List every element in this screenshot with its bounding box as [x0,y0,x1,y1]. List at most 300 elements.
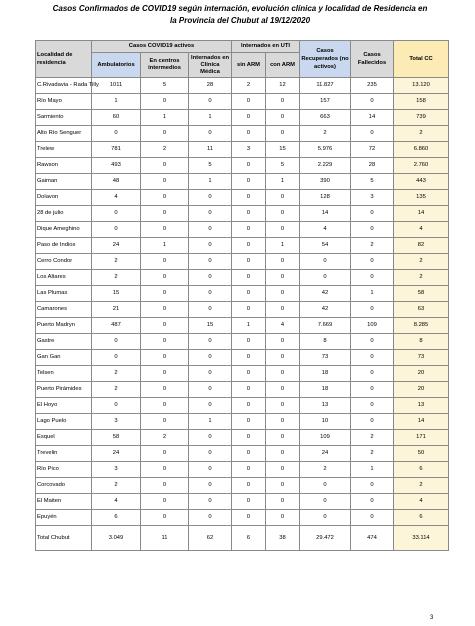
cell-cli: 0 [189,190,232,206]
cell-rec: 54 [300,238,351,254]
cell-amb: 15 [92,286,141,302]
cell-tot: 13.120 [394,78,449,94]
cell-cli: 0 [189,238,232,254]
cell-tot: 135 [394,190,449,206]
cell-cen: 0 [141,382,189,398]
cell-fal: 0 [351,382,394,398]
cell-con: 1 [266,238,300,254]
cell-fal: 0 [351,350,394,366]
cell-tot: 158 [394,94,449,110]
cell-tot: 2 [394,478,449,494]
cell-cen: 0 [141,318,189,334]
cell-rec: 0 [300,270,351,286]
cell-con: 0 [266,462,300,478]
cell-amb: 2 [92,366,141,382]
cell-fal: 109 [351,318,394,334]
table-row [36,350,449,366]
cell-sin: 0 [232,238,266,254]
cell-amb: 781 [92,142,141,158]
cell-con: 0 [266,254,300,270]
cell-localidad: Trelew [36,142,92,158]
cell-localidad: El Hoyo [36,398,92,414]
cell-con: 15 [266,142,300,158]
table-row [36,494,449,510]
cell-tot: 58 [394,286,449,302]
header-con-arm: con ARM [266,53,300,78]
cell-amb: 2 [92,478,141,494]
cell-amb: 0 [92,350,141,366]
cell-localidad: Gan Gan [36,350,92,366]
cell-cli: 15 [189,318,232,334]
cell-tot: 2 [394,270,449,286]
cell-amb: 6 [92,510,141,526]
cell-con: 0 [266,206,300,222]
cell-cen: 0 [141,174,189,190]
cell-con: 0 [266,350,300,366]
cell-tot: 4 [394,222,449,238]
cell-tot: 14 [394,414,449,430]
cell-cen: 0 [141,366,189,382]
cell-fal: 14 [351,110,394,126]
cell-amb: 3 [92,414,141,430]
cell-sin: 0 [232,270,266,286]
cell-cli: 0 [189,398,232,414]
cell-amb: 21 [92,302,141,318]
cell-cli: 0 [189,302,232,318]
cell-con: 0 [266,302,300,318]
cell-rec: 13 [300,398,351,414]
cell-fal: 72 [351,142,394,158]
cell-cen: 0 [141,398,189,414]
document-title [40,3,440,27]
cell-amb: 24 [92,446,141,462]
cell-cli: 0 [189,94,232,110]
cell-amb: 0 [92,206,141,222]
cell-cen: 0 [141,334,189,350]
cell-cen: 0 [141,94,189,110]
cell-localidad: 28 de julio [36,206,92,222]
cell-con: 0 [266,398,300,414]
cell-tot: 82 [394,238,449,254]
cell-fal: 3 [351,190,394,206]
cell-cli: 28 [189,78,232,94]
cell-amb: 4 [92,190,141,206]
cell-fal: 2 [351,238,394,254]
cell-rec: 8 [300,334,351,350]
table-body [36,78,449,551]
cell-amb: 3.049 [92,526,141,551]
header-localidad: Localidad de residencia [36,41,92,78]
header-clinica: Internados en Clínica Médica [189,53,232,78]
cell-localidad: Alto Río Senguer [36,126,92,142]
cell-cen: 0 [141,302,189,318]
cell-sin: 0 [232,430,266,446]
cell-cli: 0 [189,222,232,238]
cell-sin: 0 [232,110,266,126]
header-recuperados: Casos Recuperados (no activos) [300,41,351,78]
cell-cli: 1 [189,174,232,190]
page-number: 3 [430,615,434,621]
cell-tot: 4 [394,494,449,510]
cell-localidad: Paso de Indios [36,238,92,254]
cell-cen: 2 [141,142,189,158]
cell-sin: 0 [232,414,266,430]
cell-tot: 8 [394,334,449,350]
cell-localidad: Sarmiento [36,110,92,126]
cell-sin: 3 [232,142,266,158]
cell-tot: 13 [394,398,449,414]
cell-con: 0 [266,430,300,446]
cell-tot: 6.860 [394,142,449,158]
table-row [36,158,449,174]
cell-tot: 63 [394,302,449,318]
cell-tot: 20 [394,366,449,382]
cell-rec: 42 [300,286,351,302]
cell-localidad: Telsen [36,366,92,382]
cell-amb: 1 [92,94,141,110]
cell-con: 0 [266,222,300,238]
cell-con: 0 [266,446,300,462]
cell-rec: 0 [300,478,351,494]
cell-localidad: Lago Puelo [36,414,92,430]
cell-sin: 0 [232,398,266,414]
table-row [36,94,449,110]
cell-rec: 157 [300,94,351,110]
cell-cen: 1 [141,110,189,126]
table-row [36,462,449,478]
table-row [36,334,449,350]
cell-con: 0 [266,190,300,206]
cell-cli: 0 [189,126,232,142]
cell-sin: 0 [232,334,266,350]
cell-localidad: Gaiman [36,174,92,190]
table-row [36,126,449,142]
cell-localidad: Corcovado [36,478,92,494]
cell-con: 38 [266,526,300,551]
cell-fal: 235 [351,78,394,94]
cell-sin: 0 [232,382,266,398]
cell-fal: 0 [351,302,394,318]
cell-con: 0 [266,94,300,110]
cell-cli: 0 [189,350,232,366]
cell-rec: 0 [300,510,351,526]
cell-cli: 0 [189,382,232,398]
cell-tot: 50 [394,446,449,462]
cell-cen: 0 [141,190,189,206]
cell-con: 0 [266,478,300,494]
cell-con: 0 [266,286,300,302]
cell-con: 0 [266,334,300,350]
cell-rec: 0 [300,254,351,270]
header-activos-group: Casos COVID19 activos [92,41,232,53]
cell-rec: 18 [300,366,351,382]
cell-sin: 0 [232,190,266,206]
header-centros: En centros intermedios [141,53,189,78]
cell-sin: 0 [232,174,266,190]
cell-cli: 0 [189,366,232,382]
cell-fal: 0 [351,494,394,510]
cell-sin: 1 [232,318,266,334]
cell-sin: 0 [232,254,266,270]
cell-tot: 20 [394,382,449,398]
cell-sin: 0 [232,158,266,174]
cell-tot: 171 [394,430,449,446]
cell-cen: 0 [141,254,189,270]
cell-sin: 6 [232,526,266,551]
cell-sin: 0 [232,350,266,366]
table-row [36,382,449,398]
cell-fal: 5 [351,174,394,190]
cell-fal: 2 [351,430,394,446]
cell-con: 1 [266,174,300,190]
cell-cen: 0 [141,446,189,462]
cell-cli: 0 [189,510,232,526]
cell-fal: 0 [351,366,394,382]
cell-amb: 2 [92,270,141,286]
cell-localidad: Río Pico [36,462,92,478]
table-row [36,190,449,206]
table-row [36,174,449,190]
cell-cen: 0 [141,126,189,142]
cell-localidad: Río Mayo [36,94,92,110]
cell-rec: 5.976 [300,142,351,158]
cell-localidad: Camarones [36,302,92,318]
cell-fal: 0 [351,254,394,270]
cell-cli: 0 [189,478,232,494]
cell-cli: 0 [189,286,232,302]
cell-amb: 4 [92,494,141,510]
cell-rec: 14 [300,206,351,222]
header-fallecidos: Casos Fallecidos [351,41,394,78]
table-row [36,78,449,94]
cell-cen: 0 [141,510,189,526]
title-line-1: Casos Confirmados de COVID19 según internación, evolución clínica y localidad de Residencia en [52,4,428,13]
cell-rec: 73 [300,350,351,366]
cell-cen: 2 [141,430,189,446]
cell-con: 4 [266,318,300,334]
cell-rec: 109 [300,430,351,446]
cell-localidad: Puerto Madryn [36,318,92,334]
cell-cen: 0 [141,286,189,302]
header-uti-group: Internados en UTI [232,41,300,53]
table-row [36,286,449,302]
cell-rec: 128 [300,190,351,206]
cell-amb: 48 [92,174,141,190]
cell-cli: 0 [189,446,232,462]
cell-amb: 3 [92,462,141,478]
cell-amb: 2 [92,382,141,398]
cell-cen: 11 [141,526,189,551]
cell-fal: 0 [351,510,394,526]
cell-tot: 6 [394,510,449,526]
cell-amb: 60 [92,110,141,126]
cell-cen: 0 [141,158,189,174]
cell-rec: 24 [300,446,351,462]
cell-fal: 474 [351,526,394,551]
table-row [36,398,449,414]
table-row [36,254,449,270]
table-row [36,270,449,286]
cell-amb: 0 [92,398,141,414]
cell-amb: 493 [92,158,141,174]
cell-con: 0 [266,510,300,526]
cell-sin: 0 [232,478,266,494]
cell-sin: 0 [232,494,266,510]
table-row [36,302,449,318]
cell-cen: 0 [141,222,189,238]
cell-fal: 0 [351,414,394,430]
cell-cli: 0 [189,206,232,222]
table-row [36,430,449,446]
covid-cases-table [35,40,449,551]
cell-cli: 0 [189,430,232,446]
cell-cen: 0 [141,494,189,510]
cell-cen: 0 [141,478,189,494]
table-row [36,478,449,494]
cell-cli: 1 [189,110,232,126]
cell-sin: 0 [232,286,266,302]
cell-sin: 0 [232,222,266,238]
cell-con: 0 [266,382,300,398]
cell-tot: 2.760 [394,158,449,174]
table-row [36,318,449,334]
cell-fal: 0 [351,94,394,110]
cell-localidad: Dique Ameghino [36,222,92,238]
cell-cen: 0 [141,462,189,478]
cell-cli: 0 [189,254,232,270]
cell-sin: 0 [232,206,266,222]
cell-localidad: Cerro Condor [36,254,92,270]
cell-sin: 0 [232,126,266,142]
cell-fal: 2 [351,446,394,462]
title-line-2: la Provincia del Chubut al 19/12/2020 [169,16,311,25]
cell-con: 5 [266,158,300,174]
cell-localidad: Esquel [36,430,92,446]
cell-rec: 10 [300,414,351,430]
cell-con: 0 [266,110,300,126]
cell-amb: 1011 [92,78,141,94]
cell-sin: 0 [232,446,266,462]
cell-fal: 0 [351,222,394,238]
cell-localidad: Rawson [36,158,92,174]
cell-amb: 58 [92,430,141,446]
cell-localidad: Total Chubut [36,526,92,551]
cell-fal: 0 [351,334,394,350]
cell-fal: 0 [351,126,394,142]
cell-amb: 0 [92,126,141,142]
cell-localidad: Epuyén [36,510,92,526]
table-row [36,142,449,158]
total-row [36,526,449,551]
cell-fal: 1 [351,286,394,302]
header-total: Total CC [394,41,449,78]
cell-con: 0 [266,414,300,430]
cell-cen: 5 [141,78,189,94]
cell-cen: 0 [141,270,189,286]
table-row [36,222,449,238]
cell-amb: 2 [92,254,141,270]
table-row [36,110,449,126]
cell-cli: 11 [189,142,232,158]
table-row [36,206,449,222]
cell-rec: 42 [300,302,351,318]
cell-amb: 0 [92,222,141,238]
table-row [36,366,449,382]
cell-rec: 0 [300,494,351,510]
cell-localidad: C.Rivadavia - Rada Tilly [36,78,92,94]
cell-cli: 0 [189,462,232,478]
cell-con: 12 [266,78,300,94]
cell-cen: 0 [141,206,189,222]
cell-con: 0 [266,270,300,286]
cell-localidad: Trevelin [36,446,92,462]
cell-cli: 62 [189,526,232,551]
table-row [36,414,449,430]
cell-fal: 0 [351,398,394,414]
cell-cen: 0 [141,414,189,430]
cell-tot: 6 [394,462,449,478]
cell-tot: 443 [394,174,449,190]
cell-rec: 18 [300,382,351,398]
cell-rec: 663 [300,110,351,126]
cell-tot: 2 [394,254,449,270]
cell-amb: 24 [92,238,141,254]
cell-localidad: Puerto Pirámides [36,382,92,398]
cell-localidad: Los Altares [36,270,92,286]
cell-tot: 2 [394,126,449,142]
cell-con: 0 [266,126,300,142]
cell-tot: 73 [394,350,449,366]
cell-fal: 28 [351,158,394,174]
cell-fal: 0 [351,478,394,494]
cell-fal: 0 [351,206,394,222]
cell-rec: 390 [300,174,351,190]
cell-tot: 8.285 [394,318,449,334]
table-row [36,446,449,462]
cell-fal: 1 [351,462,394,478]
cell-localidad: Dolavon [36,190,92,206]
cell-amb: 487 [92,318,141,334]
cell-localidad: El Maiten [36,494,92,510]
cell-cli: 0 [189,494,232,510]
table-row [36,510,449,526]
cell-rec: 2 [300,126,351,142]
cell-amb: 0 [92,334,141,350]
cell-tot: 739 [394,110,449,126]
cell-sin: 0 [232,302,266,318]
cell-sin: 0 [232,94,266,110]
cell-rec: 2.229 [300,158,351,174]
cell-cli: 0 [189,334,232,350]
cell-cli: 1 [189,414,232,430]
cell-tot: 14 [394,206,449,222]
cell-fal: 0 [351,270,394,286]
cell-sin: 0 [232,462,266,478]
header-row-1 [36,41,449,53]
cell-con: 0 [266,366,300,382]
cell-tot: 33.114 [394,526,449,551]
table-row [36,238,449,254]
cell-sin: 0 [232,366,266,382]
cell-cen: 0 [141,350,189,366]
cell-cen: 1 [141,238,189,254]
cell-rec: 29.472 [300,526,351,551]
cell-sin: 0 [232,510,266,526]
cell-sin: 2 [232,78,266,94]
cell-rec: 4 [300,222,351,238]
cell-cli: 0 [189,270,232,286]
cell-rec: 7.669 [300,318,351,334]
